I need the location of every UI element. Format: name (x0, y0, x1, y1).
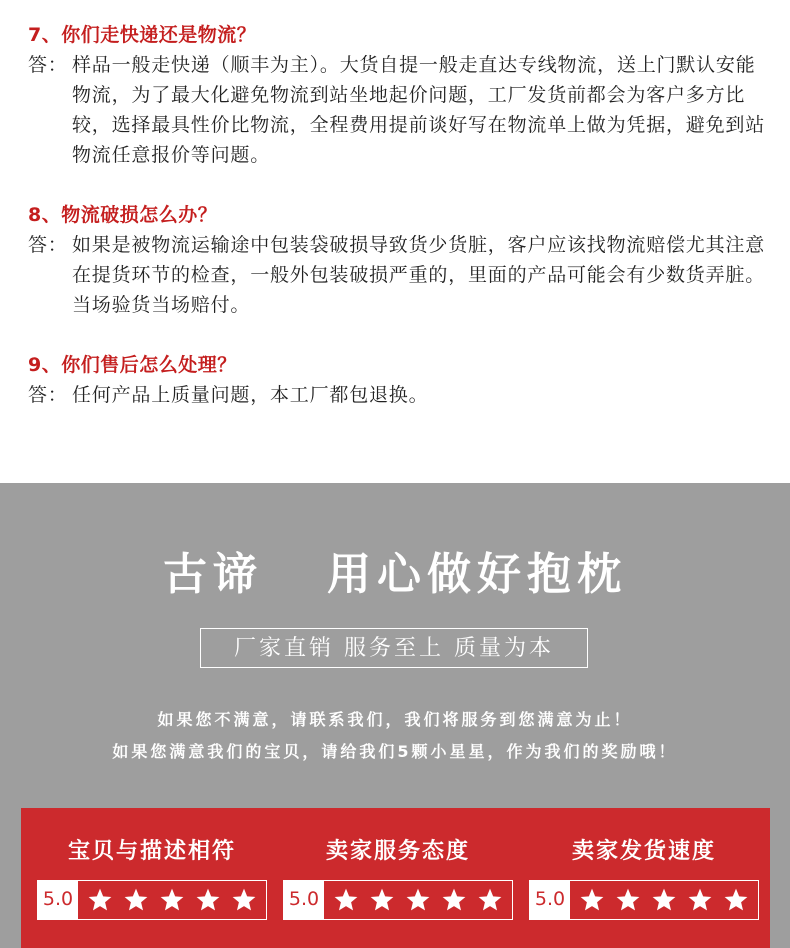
star-row (570, 881, 758, 919)
rating-score: 5.0 (284, 881, 324, 919)
rating-bar (529, 880, 759, 920)
rating-description-match (37, 808, 267, 948)
star-icon (579, 887, 605, 913)
faq-question: 7、你们走快递还是物流？ (28, 24, 257, 46)
star-icon (231, 887, 257, 913)
star-icon (687, 887, 713, 913)
answer-text: 样品一般走快递（顺丰为主）。大货自提一般走直达专线物流，送上门默认安能物流，为了最大化避免物流到站坐地起价问题，工厂发货前都会为客户多方比较，选择最具性价比物流，全程费用提前谈好写在物流单上做为凭据，避免到站物流任意报价等问题。 (72, 54, 766, 166)
star-icon (441, 887, 467, 913)
satisfaction-line-2: 如果您满意我们的宝贝，请给我们5颗小星星，作为我们的奖励哦！ (112, 742, 678, 761)
star-icon (333, 887, 359, 913)
star-icon (87, 887, 113, 913)
answer-text: 任何产品上质量问题，本工厂都包退换。 (72, 384, 429, 406)
rating-bar (283, 880, 513, 920)
answer-label: 答： (28, 384, 68, 406)
faq-answer (28, 380, 768, 410)
rating-panel (21, 808, 770, 948)
star-icon (651, 887, 677, 913)
faq-answer (28, 50, 768, 170)
faq-item-8 (28, 200, 768, 320)
brand-slogan: 古谛 用心做好抱枕 (163, 549, 627, 600)
rating-bar (37, 880, 267, 920)
star-icon (723, 887, 749, 913)
answer-label: 答： (28, 54, 68, 76)
faq-item-9 (28, 350, 768, 410)
brand-tagline: 厂家直销 服务至上 质量为本 (200, 628, 588, 668)
rating-score: 5.0 (38, 881, 78, 919)
rating-title: 宝贝与描述相符 (67, 839, 236, 864)
rating-title: 卖家发货速度 (571, 839, 716, 864)
rating-shipping-speed (529, 808, 759, 948)
satisfaction-line-1: 如果您不满意，请联系我们，我们将服务到您满意为止！ (157, 710, 633, 729)
star-row (324, 881, 512, 919)
faq-answer (28, 230, 768, 320)
answer-label: 答： (28, 234, 68, 256)
faq-question: 8、物流破损怎么办？ (28, 204, 218, 226)
faq-question: 9、你们售后怎么处理？ (28, 354, 237, 376)
rating-score: 5.0 (530, 881, 570, 919)
star-icon (615, 887, 641, 913)
rating-title: 卖家服务态度 (325, 839, 470, 864)
rating-seller-service (283, 808, 513, 948)
star-icon (123, 887, 149, 913)
star-icon (405, 887, 431, 913)
star-icon (195, 887, 221, 913)
star-icon (369, 887, 395, 913)
answer-text: 如果是被物流运输途中包装袋破损导致货少货脏，客户应该找物流赔偿尤其注意在提货环节的检查，一般外包装破损严重的，里面的产品可能会有少数货弄脏。当场验货当场赔付。 (72, 234, 766, 316)
star-icon (477, 887, 503, 913)
star-row (78, 881, 266, 919)
star-icon (159, 887, 185, 913)
faq-item-7 (28, 20, 768, 170)
